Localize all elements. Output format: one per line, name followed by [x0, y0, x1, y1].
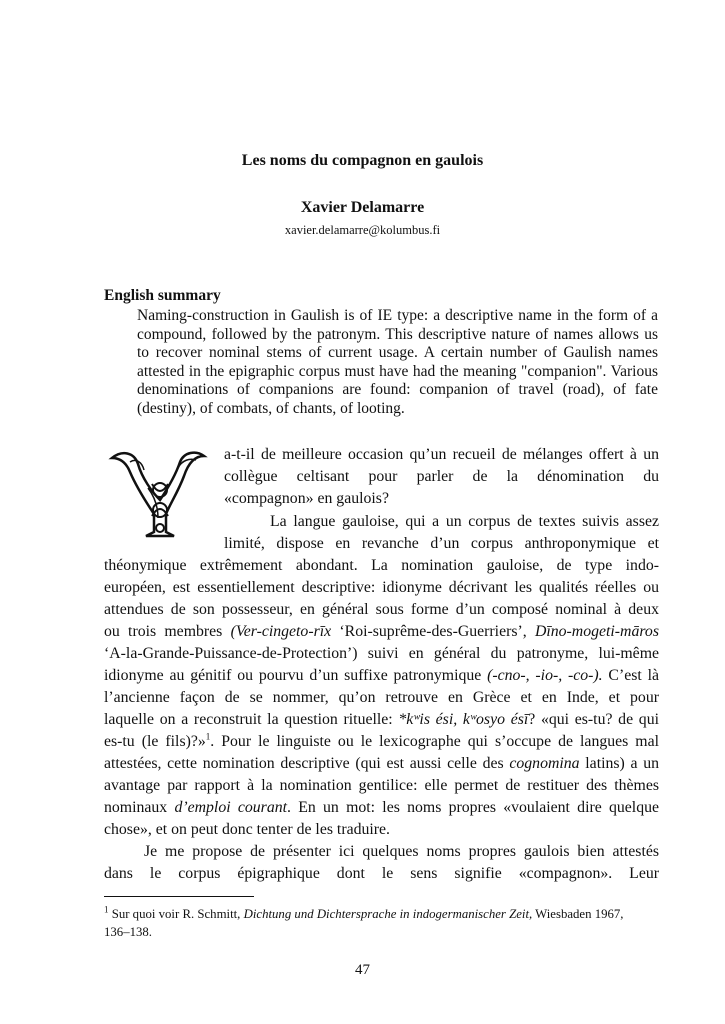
body-line: laquelle on a reconstruit la question rituelle: *kʷis ési, kʷosyo ésī? «qui es-tu? de qui [104, 711, 659, 728]
summary-text: Naming-construction in Gaulish is of IE type: a descriptive name in the form of a compound, followed by the patronym. This descriptive nature of names allows us to recover nominal stems of current usage. A certain number of Gaulish names attested in the epigraphic corpus must have had the meaning "companion". Various denominations of companions are found: companion of travel (road), of fate (destiny), of combats, of chants, of looting. [137, 307, 658, 417]
body-line: chose», et on peut donc tenter de les traduire. [104, 821, 390, 838]
page-number: 47 [355, 962, 370, 978]
body-line: ‘A-la-Grande-Puissance-de-Protection’) suivi en général du patronyme, lui-même [104, 645, 659, 662]
body-line: limité, dispose en revanche d’un corpus anthroponymique et [224, 535, 659, 552]
body-line: collègue celtisant pour parler de la dénomination du [224, 468, 659, 485]
body-line: ou trois membres (Ver-cingeto-rīx ‘Roi-suprême-des-Guerriers’, Dīno-mogeti-māros [104, 623, 659, 640]
body-line: attendues de son possesseur, en général sous forme d’un composé nominal à deux [104, 601, 659, 618]
body-line: es-tu (le fils)?»$^1$. Pour le linguiste ou le lexicographe qui s’occupe de langues mal [104, 731, 659, 750]
author-name: Xavier Delamarre [300, 199, 425, 216]
body-line: dans le corpus épigraphique dont le sens signifie «compagnon». Leur [104, 865, 659, 882]
body-line: Je me propose de présenter ici quelques noms propres gaulois bien attestés [144, 843, 659, 860]
body-line: avantage par rapport à la nomination gentilice: elle permet de restituer des thèmes [104, 777, 659, 794]
footnote-divider [104, 896, 254, 897]
body-line: nominaux d’emploi courant. En un mot: les noms propres «voulaient dire quelque [104, 799, 660, 816]
body-line: La langue gauloise, qui a un corpus de textes suivis assez [270, 513, 659, 530]
paper-title: Les noms du compagnon en gaulois [241, 152, 484, 169]
footnote: $^1$ Sur quoi voir R. Schmitt, Dichtung und Dichtersprache in indogermanischer Zeit, Wiesbaden 1967, [104, 904, 624, 921]
footnote-ref: 1 [205, 731, 211, 742]
summary-heading: English summary [104, 287, 221, 304]
body-line: idionyme au génitif ou pourvu d’un suffixe patronymique (-cno-, -io-, -co-). C’est là [104, 667, 659, 684]
body-line: a-t-il de meilleure occasion qu’un recueil de mélanges offert à un [224, 446, 659, 463]
body-line: attestées, cette nomination descriptive (qui est aussi celle des cognomina latins) a un [104, 755, 659, 772]
body-line: «compagnon» en gaulois? [224, 490, 389, 507]
footnote-continuation: 136–138. [104, 925, 152, 939]
body-line: européen, est essentiellement descriptive: idionyme décrivant les qualités réelles ou [104, 579, 659, 596]
author-email: xavier.delamarre@kolumbus.fi [284, 223, 441, 237]
body-line: l’ancienne façon de se nommer, qu’on retrouve en Grèce et en Inde, et pour [104, 689, 659, 706]
body-line: théonymique extrêmement abondant. La nomination gauloise, de type indo- [104, 557, 659, 574]
dropcap-y-ornament [108, 448, 212, 540]
